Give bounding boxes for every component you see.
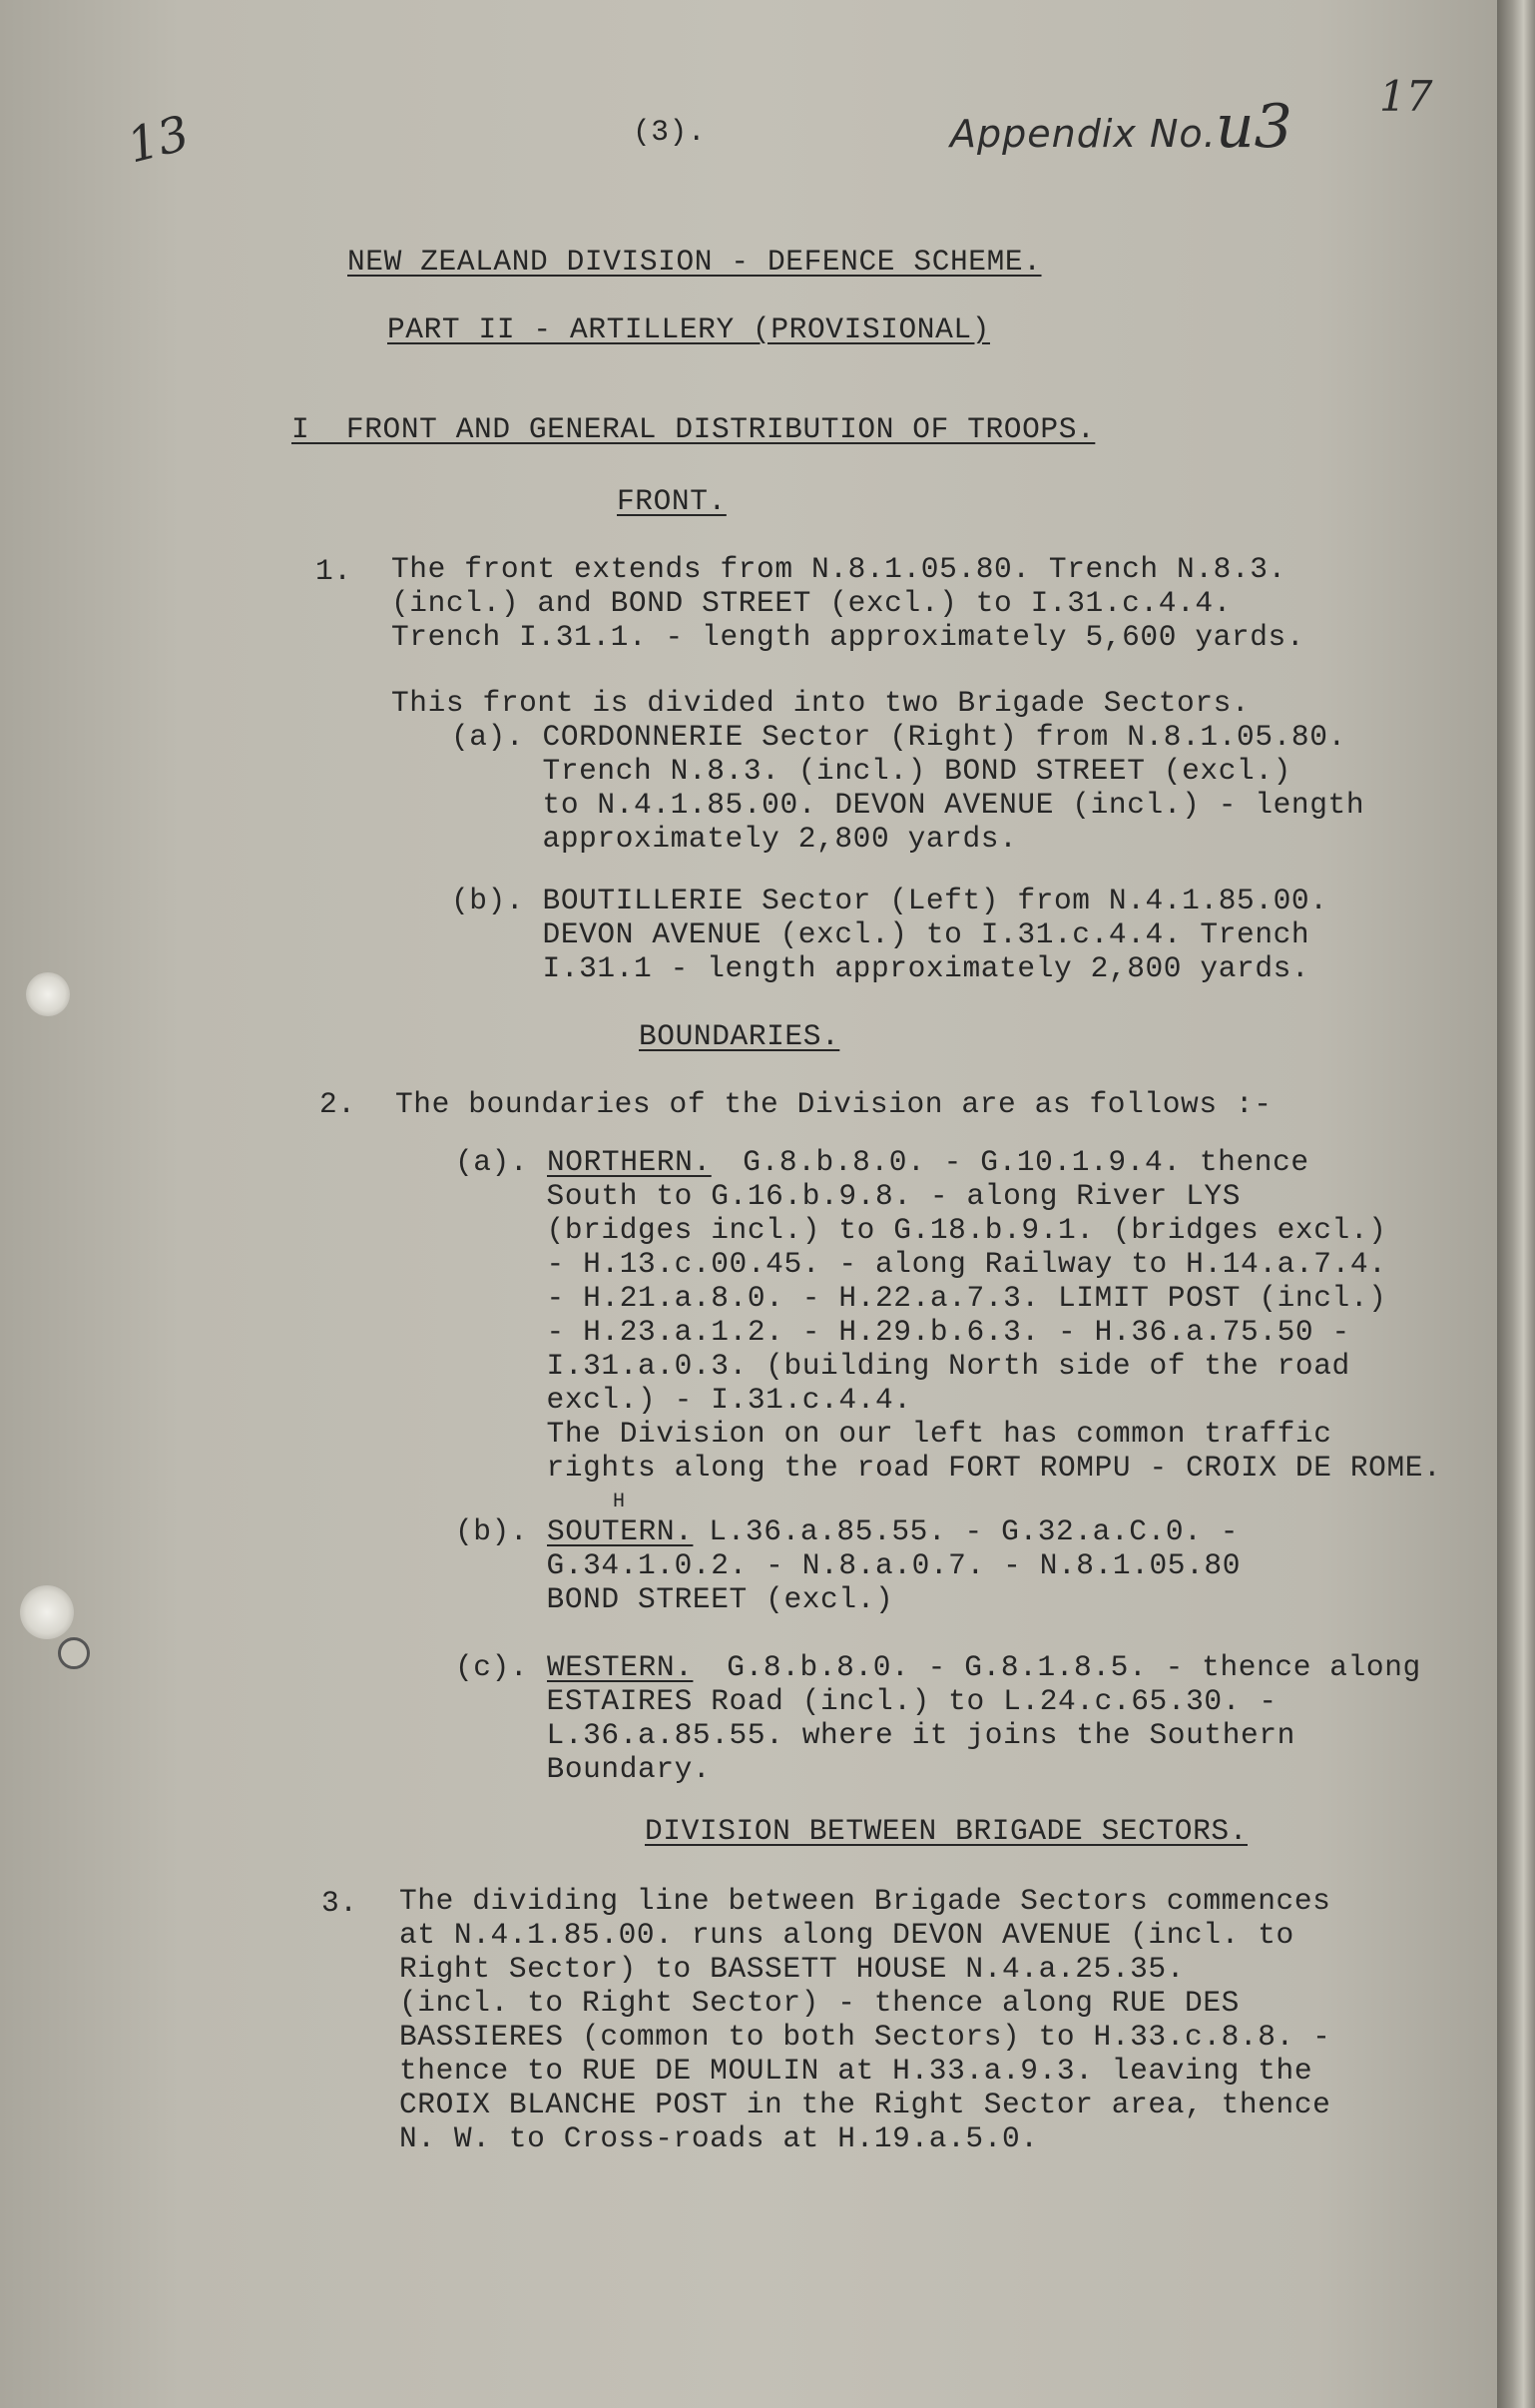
front-heading: FRONT. bbox=[617, 484, 727, 518]
sector-b-line: (b). BOUTILLERIE Sector (Left) from N.4.1.85.00. bbox=[451, 884, 1328, 917]
punch-hole-top bbox=[26, 972, 70, 1016]
northern-line: excl.) - I.31.c.4.4. bbox=[455, 1383, 912, 1417]
division-line: The dividing line between Brigade Sectors commences bbox=[399, 1884, 1331, 1918]
sector-a-line: (a). CORDONNERIE Sector (Right) from N.8.1.05.80. bbox=[451, 720, 1346, 754]
page-edge bbox=[1497, 0, 1535, 2408]
sector-b-line: I.31.1 - length approximately 2,800 yards. bbox=[451, 951, 1310, 985]
punch-hole-bottom bbox=[20, 1585, 74, 1639]
northern-line: - H.13.c.00.45. - along Railway to H.14.a.7.4. bbox=[455, 1247, 1387, 1281]
western-line: ESTAIRES Road (incl.) to L.24.c.65.30. - bbox=[455, 1684, 1278, 1718]
western-label: WESTERN. bbox=[547, 1650, 694, 1684]
boundary-letter: (c). bbox=[455, 1650, 547, 1684]
boundary-letter: (a). bbox=[455, 1145, 547, 1179]
handwritten-folio-left: 13 bbox=[122, 105, 195, 175]
boundaries-intro: The boundaries of the Division are as follows :- bbox=[395, 1087, 1273, 1121]
sector-b-line: DEVON AVENUE (excl.) to I.31.c.4.4. Trench bbox=[451, 917, 1310, 951]
handwritten-folio-right: 17 bbox=[1379, 72, 1433, 121]
sector-a-line: Trench N.8.3. (incl.) BOND STREET (excl.) bbox=[451, 754, 1291, 788]
northern-line: The Division on our left has common traffic bbox=[455, 1417, 1332, 1451]
northern-label: NORTHERN. bbox=[547, 1145, 712, 1179]
division-line: BASSIERES (common to both Sectors) to H.33.c.8.8. - bbox=[399, 2020, 1331, 2054]
northern-line: South to G.16.b.9.8. - along River LYS bbox=[455, 1179, 1242, 1213]
paragraph-number-1: 1. bbox=[315, 554, 352, 588]
sector-a-line: approximately 2,800 yards. bbox=[451, 822, 1018, 856]
tag-ring bbox=[58, 1637, 90, 1669]
front-sectors-intro: This front is divided into two Brigade Sectors. bbox=[391, 686, 1251, 720]
western-line: G.8.b.8.0. - G.8.1.8.5. - thence along bbox=[709, 1650, 1421, 1684]
northern-line: (bridges incl.) to G.18.b.9.1. (bridges excl.) bbox=[455, 1213, 1387, 1247]
southern-insert: H bbox=[613, 1491, 626, 1513]
northern-line: G.8.b.8.0. - G.10.1.9.4. thence bbox=[725, 1145, 1309, 1179]
appendix-label: Appendix No. bbox=[950, 112, 1217, 156]
northern-line: I.31.a.0.3. (building North side of the road bbox=[455, 1349, 1350, 1383]
division-line: CROIX BLANCHE POST in the Right Sector area, thence bbox=[399, 2088, 1331, 2121]
northern-line: - H.21.a.8.0. - H.22.a.7.3. LIMIT POST (incl.) bbox=[455, 1281, 1387, 1315]
front-line: (incl.) and BOND STREET (excl.) to I.31.c.4.4. bbox=[391, 586, 1232, 620]
western-line: Boundary. bbox=[455, 1752, 712, 1786]
division-line: thence to RUE DE MOULIN at H.33.a.9.3. leaving the bbox=[399, 2054, 1313, 2088]
division-heading: DIVISION BETWEEN BRIGADE SECTORS. bbox=[645, 1814, 1248, 1848]
western-line: L.36.a.85.55. where it joins the Southern bbox=[455, 1718, 1295, 1752]
boundaries-heading: BOUNDARIES. bbox=[639, 1019, 840, 1053]
division-line: Right Sector) to BASSETT HOUSE N.4.a.25.35. bbox=[399, 1952, 1186, 1986]
sector-a-line: to N.4.1.85.00. DEVON AVENUE (incl.) - length bbox=[451, 788, 1365, 822]
division-line: (incl. to Right Sector) - thence along RUE DES bbox=[399, 1986, 1240, 2020]
front-line: The front extends from N.8.1.05.80. Trench N.8.3. bbox=[391, 552, 1286, 586]
document-subtitle: PART II - ARTILLERY (PROVISIONAL) bbox=[387, 312, 990, 346]
southern-line: L.36.a.85.55. - G.32.a.C.0. - bbox=[691, 1514, 1240, 1548]
southern-label: SOUTERN. bbox=[547, 1514, 694, 1548]
page-number: (3). bbox=[633, 115, 707, 149]
southern-line: G.34.1.0.2. - N.8.a.0.7. - N.8.1.05.80 bbox=[455, 1548, 1242, 1582]
southern-line: BOND STREET (excl.) bbox=[455, 1582, 894, 1616]
division-line: N. W. to Cross-roads at H.19.a.5.0. bbox=[399, 2121, 1039, 2155]
division-line: at N.4.1.85.00. runs along DEVON AVENUE (incl. to bbox=[399, 1918, 1294, 1952]
paragraph-number-3: 3. bbox=[321, 1886, 358, 1920]
northern-line: - H.23.a.1.2. - H.29.b.6.3. - H.36.a.75.50 - bbox=[455, 1315, 1350, 1349]
northern-line: rights along the road FORT ROMPU - CROIX DE ROME. bbox=[455, 1451, 1442, 1485]
document-title: NEW ZEALAND DIVISION - DEFENCE SCHEME. bbox=[347, 245, 1042, 279]
section-heading: I FRONT AND GENERAL DISTRIBUTION OF TROOPS. bbox=[291, 412, 1096, 446]
boundary-letter: (b). bbox=[455, 1514, 547, 1548]
paragraph-number-2: 2. bbox=[319, 1087, 356, 1121]
appendix-number: u3 bbox=[1216, 92, 1292, 162]
front-line: Trench I.31.1. - length approximately 5,600 yards. bbox=[391, 620, 1305, 654]
